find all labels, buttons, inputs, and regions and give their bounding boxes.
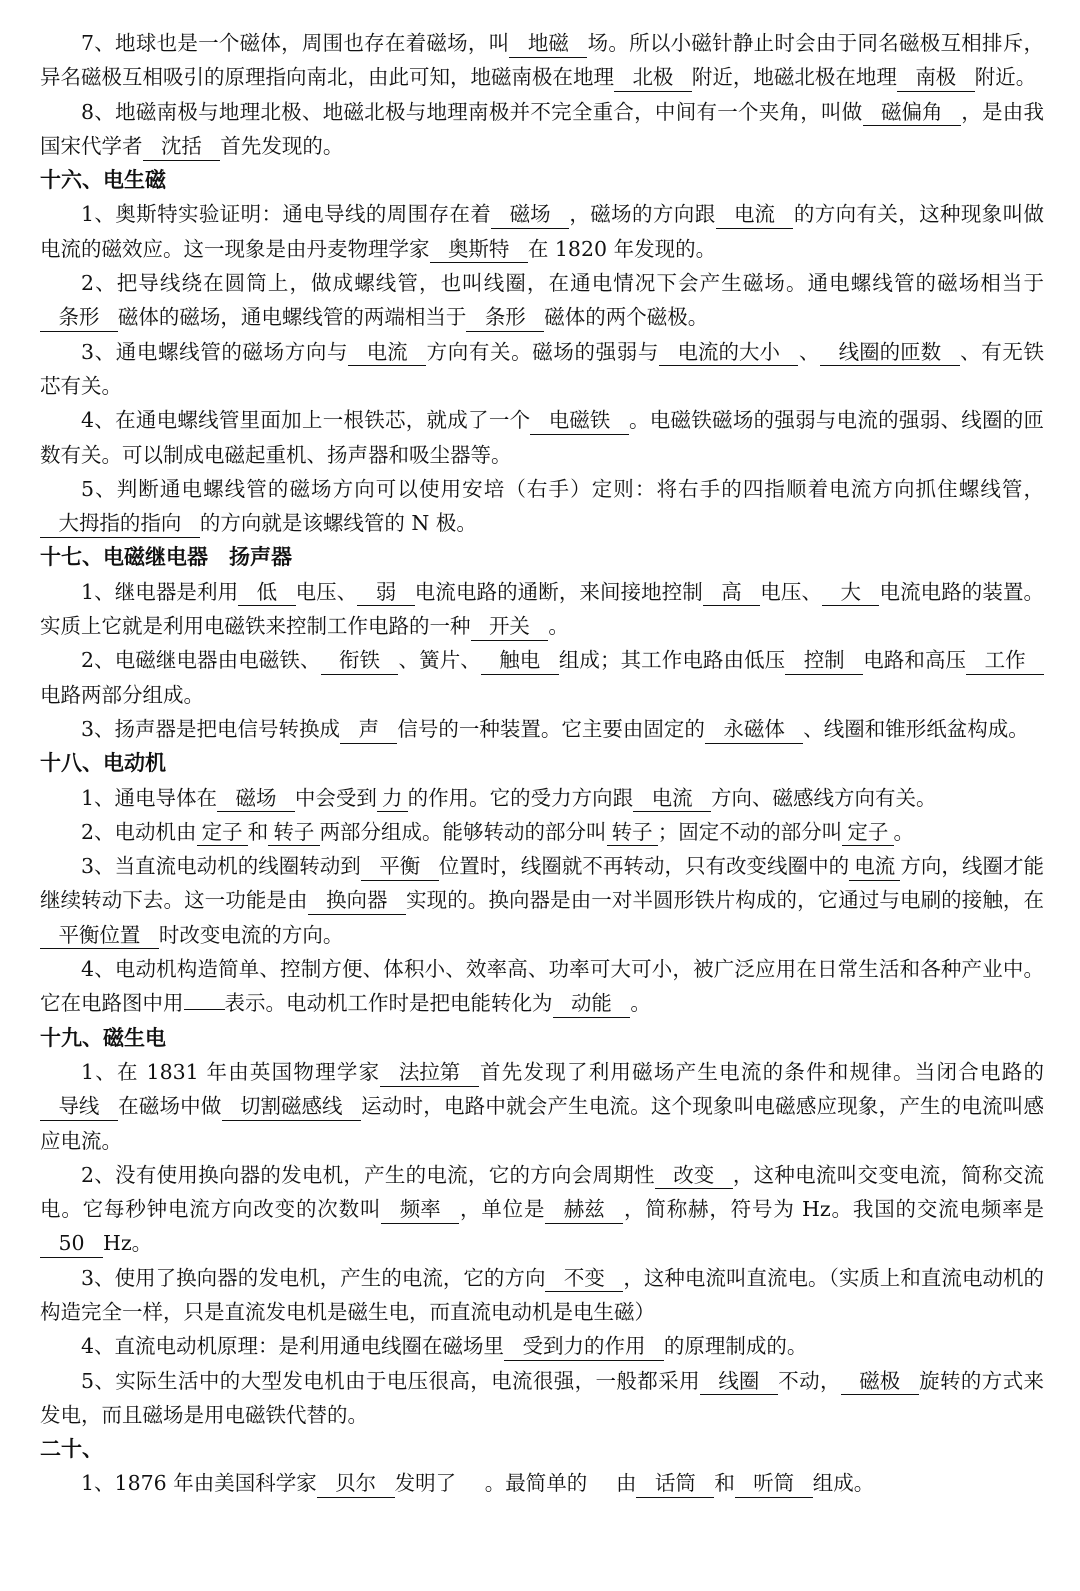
answer-blank: 北极	[614, 65, 692, 92]
paragraph-20-1	[40, 1466, 1044, 1500]
answer-blank: 平衡位置	[40, 923, 159, 950]
answer-blank: 平衡	[361, 854, 439, 881]
text: 2、把导线绕在圆筒上，做成螺线管，也叫线圈，在通电情况下会产生磁场。通电螺线管的磁场相当于	[81, 271, 1044, 296]
text: Hz。	[102, 1231, 153, 1256]
text: 、簧片、	[398, 648, 481, 673]
answer-blank: 电磁铁	[530, 408, 628, 435]
answer-blank: 力	[377, 786, 408, 813]
paragraph-19-4	[40, 1329, 1044, 1363]
text: 的方向就是该螺线管的 N 极。	[199, 511, 477, 536]
text: 附近。	[974, 65, 1037, 90]
answer-blank: 条形	[466, 305, 544, 332]
answer-blank: 50	[40, 1231, 103, 1258]
text: 由	[615, 1471, 637, 1496]
paragraph-16-1	[40, 197, 1044, 266]
text: 1、继电器是利用	[81, 579, 239, 604]
text: 、	[798, 339, 821, 364]
answer-blank: 大拇指的指向	[40, 511, 200, 538]
paragraph-19-2	[40, 1158, 1044, 1261]
text: 旋转的方式来发电，而且磁场是用电磁铁代替的。	[40, 1368, 1045, 1427]
paragraph-17-1	[40, 575, 1044, 644]
answer-blank: 切割磁感线	[222, 1094, 361, 1121]
section-heading-19: 十九、磁生电	[40, 1025, 166, 1050]
answer-blank: 动能	[553, 991, 631, 1018]
text: 5、实际生活中的大型发电机由于电压很高，电流很强，一般都采用	[81, 1368, 700, 1393]
text: 组成。	[812, 1471, 875, 1496]
answer-blank: 转子	[268, 820, 319, 847]
paragraph-17-2	[40, 643, 1044, 712]
text: 电流电路的通断，来间接地控制	[414, 579, 703, 604]
text: 。	[630, 991, 651, 1016]
text: 、线圈和锥形纸盆构成。	[803, 716, 1029, 741]
answer-blank: 定子	[197, 820, 248, 847]
text: 电压、	[295, 579, 358, 604]
answer-blank: 地磁	[509, 31, 587, 58]
text: 4、在通电螺线管里面加上一根铁芯，就成了一个	[81, 408, 531, 433]
text: 2、电磁继电器由电磁铁、	[81, 648, 321, 673]
answer-blank: 电流	[633, 786, 711, 813]
answer-blank: 低	[238, 580, 295, 607]
text: 。最简单的	[484, 1471, 588, 1496]
paragraph-18-1	[40, 781, 1044, 815]
empty-blank	[184, 989, 225, 1011]
answer-blank: 话筒	[636, 1471, 714, 1498]
answer-blank: 奥斯特	[430, 237, 528, 264]
text: ，磁场的方向跟	[569, 202, 716, 227]
text: 的方向有关，这种现象叫做电流的磁效应。这一现象是由丹麦物理学家	[40, 202, 1045, 261]
section-heading-17: 十七、电磁继电器 扬声器	[40, 545, 292, 570]
answer-blank: 换向器	[308, 888, 406, 915]
text: 两部分组成。能够转动的部分叫	[319, 819, 607, 844]
answer-blank: 线圈	[700, 1369, 778, 1396]
text: ，这种电流叫直流电。（实质上和直流电动机的构造完全一样，只是直流发电机是磁生电，而直流电动机是电生磁）	[40, 1265, 1045, 1324]
answer-blank: 贝尔	[317, 1471, 395, 1498]
text: ，这种电流叫交变电流，简称交流电。它每秒钟电流方向改变的次数叫	[40, 1162, 1045, 1222]
answer-blank: 触电	[481, 648, 559, 675]
paragraph-7	[40, 26, 1044, 95]
text: 场。所以小磁针静止时会由于同名磁极互相排斥，异名磁极互相吸引的原理指向南北，由此可知，地磁南极在地理	[40, 31, 1044, 90]
text: 。电磁铁磁场的强弱与电流的强弱、线圈的匝数有关。可以制成电磁起重机、扬声器和吸尘器等。	[40, 408, 1045, 467]
text: 3、通电螺线管的磁场方向与	[81, 339, 349, 364]
text: 附近，地磁北极在地理	[691, 65, 897, 90]
answer-blank: 工作	[966, 648, 1044, 675]
paragraph-19-1	[40, 1055, 1044, 1158]
text: 在磁场中做	[117, 1094, 222, 1119]
answer-blank: 磁极	[841, 1369, 919, 1396]
answer-blank: 听筒	[735, 1471, 813, 1498]
text: 3、当直流电动机的线圈转动到	[81, 854, 361, 879]
answer-blank: 南极	[897, 65, 975, 92]
answer-blank: 频率	[381, 1197, 459, 1224]
answer-blank: 电流	[716, 202, 794, 229]
text: 组成；其工作电路由低压	[558, 648, 786, 673]
text: 时改变电流的方向。	[158, 922, 344, 947]
paragraph-16-5	[40, 472, 1044, 541]
paragraph-17-3	[40, 712, 1044, 746]
text: ，是由我国宋代学者	[40, 99, 1045, 158]
answer-blank: 转子	[607, 820, 658, 847]
answer-blank: 声	[340, 717, 397, 744]
text: 发明了	[394, 1471, 457, 1496]
text: 的作用。它的受力方向跟	[407, 785, 634, 810]
paragraph-8	[40, 95, 1044, 164]
answer-blank: 衔铁	[321, 648, 399, 675]
answer-blank: 电流	[348, 340, 426, 367]
answer-blank: 受到力的作用	[504, 1334, 664, 1361]
text: 首先发现的。	[220, 133, 344, 158]
section-heading-18: 十八、电动机	[40, 751, 166, 776]
section-heading-20: 二十、	[40, 1437, 103, 1462]
paragraph-18-2	[40, 815, 1044, 849]
paragraph-16-3	[40, 335, 1044, 404]
answer-blank: 高	[703, 580, 760, 607]
text: 的原理制成的。	[663, 1334, 808, 1359]
text: 位置时，线圈就不再转动，只有改变线圈中的	[438, 854, 850, 879]
text: 方向有关。磁场的强弱与	[426, 339, 660, 364]
answer-blank: 磁场	[491, 202, 569, 229]
answer-blank: 不变	[545, 1266, 623, 1293]
text: 2、没有使用换向器的发电机，产生的电流，它的方向会周期性	[81, 1162, 655, 1187]
text: 3、使用了换向器的发电机，产生的电流，它的方向	[81, 1265, 546, 1290]
text: 磁体的两个磁极。	[544, 305, 709, 330]
answer-blank: 改变	[655, 1163, 733, 1190]
answer-blank: 法拉第	[380, 1060, 478, 1087]
text: 方向、磁感线方向有关。	[711, 785, 937, 810]
text: ；固定不动的部分叫	[657, 819, 843, 844]
text: 4、直流电动机原理：是利用通电线圈在磁场里	[81, 1334, 505, 1359]
paragraph-18-4	[40, 952, 1044, 1021]
text: 表示。电动机工作时是把电能转化为	[224, 991, 553, 1016]
text: 不动，	[777, 1368, 841, 1393]
text: 7、地球也是一个磁体，周围也存在着磁场，叫	[81, 31, 510, 55]
text: 首先发现了利用磁场产生电流的条件和规律。当闭合电路的	[478, 1059, 1044, 1084]
text: 、有无铁芯有关。	[40, 339, 1045, 398]
text: 实现的。换向器是由一对半圆形铁片构成的，它通过与电刷的接触，在	[405, 888, 1045, 913]
text: 在 1820 年发现的。	[527, 236, 717, 261]
answer-blank: 磁偏角	[863, 100, 961, 127]
paragraph-18-3	[40, 849, 1044, 952]
text: 和	[247, 819, 269, 844]
answer-blank: 定子	[842, 820, 893, 847]
text: ，简称赫，符号为 Hz。我国的交流电频率是	[623, 1197, 1045, 1222]
text: 电压、	[760, 579, 823, 604]
paragraph-19-3	[40, 1261, 1044, 1330]
text: 信号的一种装置。它主要由固定的	[397, 716, 705, 741]
text: 5、判断通电螺线管的磁场方向可以使用安培（右手）定则：将右手的四指顺着电流方向抓住螺线管，	[81, 476, 1044, 501]
text: 8、地磁南极与地理北极、地磁北极与地理南极并不完全重合，中间有一个夹角，叫做	[81, 99, 863, 124]
section-heading-16: 十六、电生磁	[40, 168, 166, 193]
text: 方向，线圈才能继续转动下去。这一功能是由	[40, 854, 1045, 913]
answer-blank: 导线	[40, 1094, 118, 1121]
answer-blank: 开关	[471, 614, 549, 641]
paragraph-16-2	[40, 266, 1044, 335]
answer-blank: 赫兹	[545, 1197, 623, 1224]
text: 和	[714, 1471, 735, 1496]
answer-blank: 电流的大小	[659, 340, 798, 367]
text: 3、扬声器是把电信号转换成	[81, 716, 341, 741]
text: 1、通电导体在	[81, 785, 218, 810]
text: 4、电动机构造简单、控制方便、体积小、效率高、功率可大可小，被广泛应用在日常生活和各种产业中。它在电路图中用	[40, 957, 1044, 1016]
answer-blank: 弱	[357, 580, 414, 607]
answer-blank: 控制	[785, 648, 863, 675]
text: 1、奥斯特实验证明：通电导线的周围存在着	[81, 202, 492, 227]
answer-blank: 磁场	[217, 786, 295, 813]
paragraph-16-4	[40, 403, 1044, 472]
text: 磁体的磁场，通电螺线管的两端相当于	[117, 305, 467, 330]
answer-blank: 沈括	[143, 134, 221, 161]
text: 电流电路的装置。实质上它就是利用电磁铁来控制工作电路的一种	[40, 579, 1045, 639]
text: 电路和高压	[863, 648, 967, 673]
text: 。	[893, 819, 915, 844]
answer-blank: 大	[822, 580, 879, 607]
answer-blank: 线圈的匝数	[820, 340, 959, 367]
answer-blank: 电流	[849, 854, 900, 881]
text: 1、在 1831 年由英国物理学家	[81, 1059, 381, 1084]
text: 电路两部分组成。	[40, 682, 204, 707]
text: 运动时，电路中就会产生电流。这个现象叫电磁感应现象，产生的电流叫感应电流。	[40, 1094, 1045, 1153]
answer-blank: 条形	[40, 305, 118, 332]
answer-blank: 永磁体	[705, 717, 803, 744]
text: 中会受到	[294, 785, 377, 810]
text: 。	[548, 614, 569, 639]
text: 2、电动机由	[81, 819, 197, 844]
text: ，单位是	[459, 1197, 546, 1222]
text: 1、1876 年由美国科学家	[81, 1471, 317, 1496]
paragraph-19-5	[40, 1364, 1044, 1433]
